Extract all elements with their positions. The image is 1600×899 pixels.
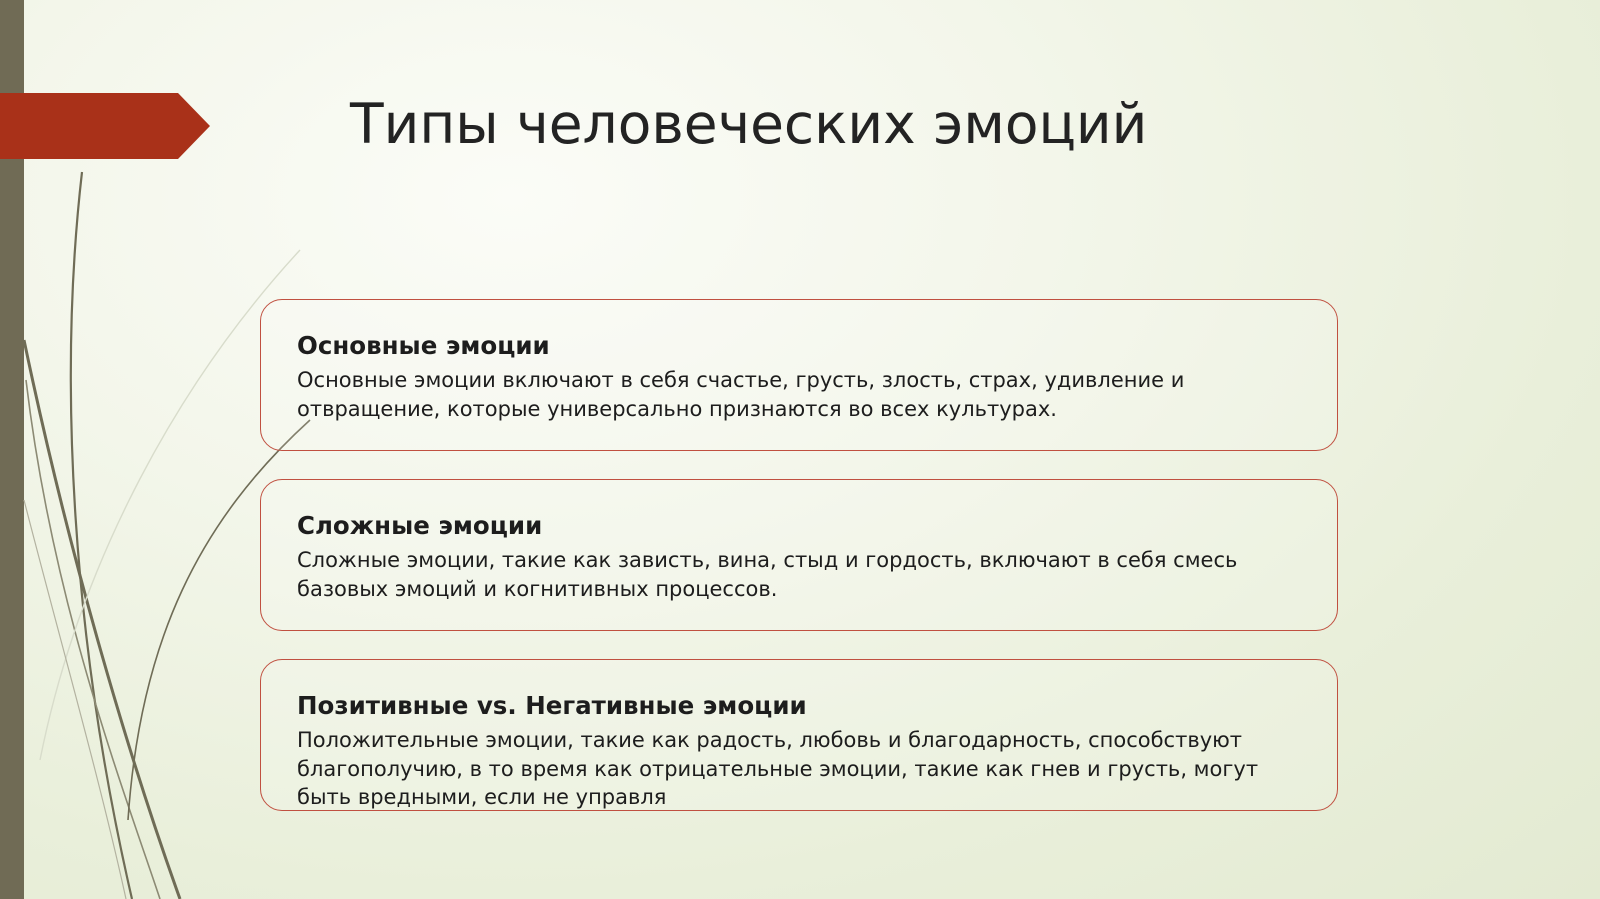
- card-body: Сложные эмоции, такие как зависть, вина, стыд и гордость, включают в себя смесь базовых эмоций и когнитивных процессов.: [297, 548, 1238, 601]
- card-body: Положительные эмоции, такие как радость, любовь и благодарность, способствуют благополучию, в то время как отрицательные эмоции, такие как гнев и грусть, могут быть вредными, если не управля: [297, 728, 1259, 809]
- card-title: Сложные эмоции: [297, 511, 543, 540]
- card-complex-emotions: [260, 479, 1338, 631]
- card-title: Основные эмоции: [297, 331, 550, 360]
- card-title: Позитивные vs. Негативные эмоции: [297, 691, 807, 720]
- card-body: Основные эмоции включают в себя счастье, грусть, злость, страх, удивление и отвращение, которые универсально признаются во всех культурах.: [297, 368, 1185, 421]
- title-arrow-tag: [0, 93, 210, 159]
- card-basic-emotions: [260, 299, 1338, 451]
- slide-title: Типы человеческих эмоций: [350, 92, 1148, 156]
- card-positive-negative-emotions: [260, 659, 1338, 811]
